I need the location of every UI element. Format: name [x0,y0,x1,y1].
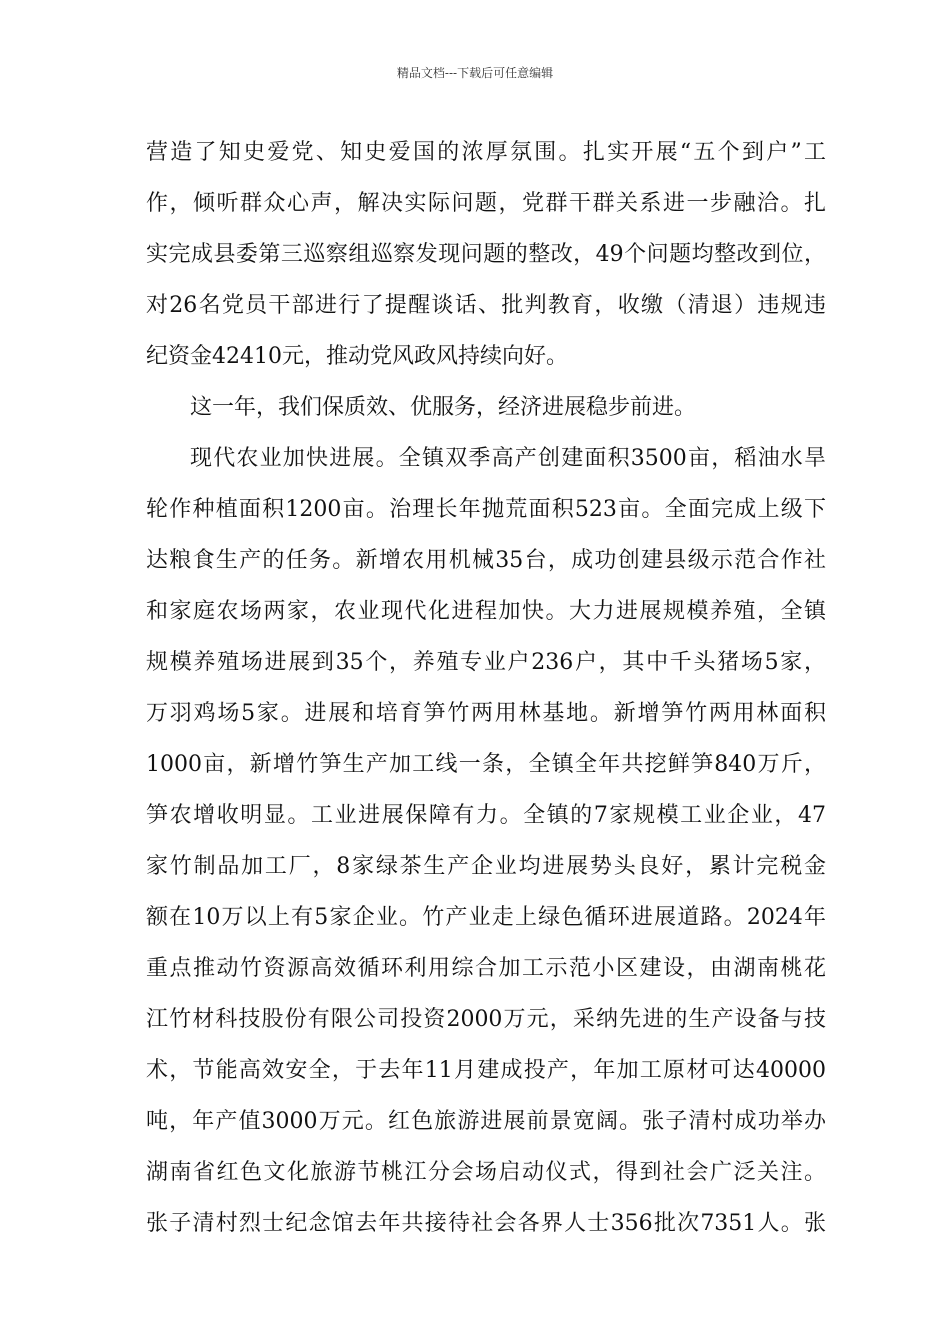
text-line: 这一年，我们保质效、优服务，经济进展稳步前进。 [190,395,697,420]
text-line: 术，节能高效安全，于去年11月建成投产，年加工原材可达40000 [146,1058,826,1083]
text-line: 达粮食生产的任务。新增农用机械35台，成功创建县级示范合作社 [146,548,826,573]
text-line: 对26名党员干部进行了提醒谈话、批判教育，收缴（清退）违规违 [146,293,826,318]
text-line: 轮作种植面积1200亩。治理长年抛荒面积523亩。全面完成上级下 [146,497,826,522]
text-line: 笋农增收明显。工业进展保障有力。全镇的7家规模工业企业，47 [146,803,826,828]
text-line: 额在10万以上有5家企业。竹产业走上绿色循环进展道路。2024年 [146,905,826,930]
text-line: 纪资金42410元，推动党风政风持续向好。 [146,344,568,369]
text-line: 湖南省红色文化旅游节桃江分会场启动仪式，得到社会广泛关注。 [146,1160,826,1185]
text-line: 实完成县委第三巡察组巡察发现问题的整改，49个问题均整改到位， [146,242,826,267]
text-line: 营造了知史爱党、知史爱国的浓厚氛围。扎实开展“五个到户”工 [146,140,826,165]
text-line: 江竹材科技股份有限公司投资2000万元，采纳先进的生产设备与技 [146,1007,826,1032]
text-line: 和家庭农场两家，农业现代化进程加快。大力进展规模养殖，全镇 [146,599,826,624]
text-line: 重点推动竹资源高效循环利用综合加工示范小区建设，由湖南桃花 [146,956,826,981]
text-line: 规模养殖场进展到35个，养殖专业户236户，其中千头猪场5家， [146,650,826,675]
text-line: 吨，年产值3000万元。红色旅游进展前景宽阔。张子清村成功举办 [146,1109,826,1134]
text-line: 张子清村烈士纪念馆去年共接待社会各界人士356批次7351人。张 [146,1211,826,1236]
text-line: 作，倾听群众心声，解决实际问题，党群干群关系进一步融洽。扎 [146,191,826,216]
text-line: 万羽鸡场5家。进展和培育笋竹两用林基地。新增笋竹两用林面积 [146,701,826,726]
page-header: 精品文档---下载后可任意编辑 [396,66,554,80]
text-line: 1000亩，新增竹笋生产加工线一条，全镇全年共挖鲜笋840万斤， [146,752,826,777]
document-body [146,131,826,1253]
text-line: 现代农业加快进展。全镇双季高产创建面积3500亩，稻油水旱 [190,446,826,471]
text-line: 家竹制品加工厂，8家绿茶生产企业均进展势头良好，累计完税金 [146,854,826,879]
